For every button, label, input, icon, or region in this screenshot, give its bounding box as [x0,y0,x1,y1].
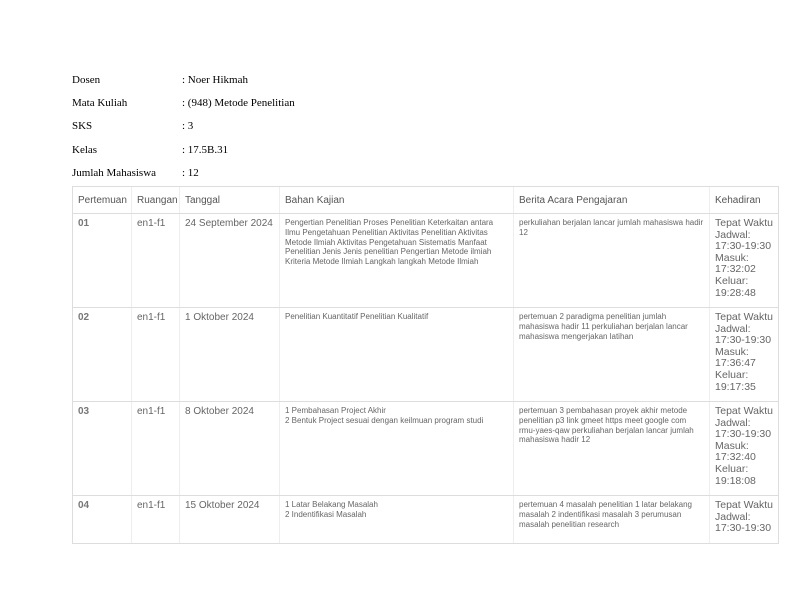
attendance-schedule: Jadwal: 17:30-19:30 [715,322,772,347]
header-tanggal: Tanggal [180,187,280,214]
cell-ruangan: en1-f1 [132,402,180,496]
info-label: Mata Kuliah [72,96,128,109]
cell-ruangan: en1-f1 [132,214,180,308]
info-value: : (948) Metode Penelitian [182,96,295,109]
cell-pertemuan: 04 [73,496,132,544]
attendance-table [72,186,779,544]
info-value: : 3 [182,120,194,133]
attendance-checkin: Masuk: 17:32:40 [715,439,756,464]
cell-tanggal: 1 Oktober 2024 [180,308,280,402]
bahan-line: 1 Pembahasan Project Akhir [285,406,386,415]
attendance-checkout: Keluar: 19:28:48 [715,274,756,299]
info-value: : 12 [182,166,199,179]
table-header-row [73,187,779,214]
table-row [73,496,779,544]
info-label: SKS [72,120,93,133]
info-value: : Noer Hikmah [182,73,248,86]
bahan-line: 2 Indentifikasi Masalah [285,509,367,519]
attendance-schedule: Jadwal: 17:30-19:30 [715,510,772,535]
info-row-kelas [72,138,295,161]
info-value: : 17.5B.31 [182,143,229,156]
cell-bahan-kajian: Pengertian Penelitian Proses Penelitian Keterkaitan antara Ilmu Pengetahuan Penelitian Aktivitas Penelitian Aktivitas Metode Ilmiah Aktivitas Pengetahuan Sistematis Manfaat Penelitian Jenis Jenis penelitian Pengertian Metode ilmiah Kriteria Metode Ilmiah Langkah langkah Metode Ilmiah [280,214,514,308]
cell-pertemuan: 01 [73,214,132,308]
attendance-checkin: Masuk: 17:36:47 [715,345,756,370]
attendance-status: Tepat Waktu [715,217,773,229]
info-row-dosen [72,68,295,91]
cell-kehadiran [710,308,779,402]
cell-kehadiran [710,214,779,308]
cell-berita-acara: perkuliahan berjalan lancar jumlah mahasiswa hadir 12 [514,214,710,308]
cell-tanggal: 15 Oktober 2024 [180,496,280,544]
info-row-sks [72,115,295,138]
header-bahan-kajian: Bahan Kajian [280,187,514,214]
header-ruangan: Ruangan [132,187,180,214]
table-row [73,402,779,496]
bahan-line: 2 Bentuk Project sesuai dengan keilmuan program studi [285,415,484,425]
info-row-mata-kuliah [72,91,295,114]
cell-berita-acara: pertemuan 4 masalah penelitian 1 latar belakang masalah 2 indentifikasi masalah 3 perumusan masalah penelitian research [514,496,710,544]
attendance-checkin: Masuk: 17:32:02 [715,251,756,276]
cell-tanggal: 24 September 2024 [180,214,280,308]
header-kehadiran: Kehadiran [710,187,779,214]
info-row-jumlah-mahasiswa [72,161,295,184]
attendance-status: Tepat Waktu [715,499,773,511]
cell-berita-acara: pertemuan 2 paradigma penelitian jumlah mahasiswa hadir 11 perkuliahan berjalan lancar mahasiswa mengerjakan latihan [514,308,710,402]
cell-kehadiran [710,496,779,544]
attendance-status: Tepat Waktu [715,311,773,323]
table-row [73,214,779,308]
attendance-schedule: Jadwal: 17:30-19:30 [715,416,772,441]
info-label: Kelas [72,143,98,156]
cell-pertemuan: 02 [73,308,132,402]
attendance-checkout: Keluar: 19:17:35 [715,368,756,393]
attendance-schedule: Jadwal: 17:30-19:30 [715,228,772,253]
table-row [73,308,779,402]
attendance-status: Tepat Waktu [715,405,773,417]
cell-berita-acara: pertemuan 3 pembahasan proyek akhir metode penelitian p3 link gmeet https meet google com rmu-yaes-qaw perkuliahan berjalan lancar jumlah mahasiswa hadir 12 [514,402,710,496]
cell-kehadiran [710,402,779,496]
cell-bahan-kajian [280,402,514,496]
course-info [72,68,295,184]
info-label: Dosen [72,73,101,86]
cell-bahan-kajian [280,496,514,544]
info-label: Jumlah Mahasiswa [72,166,157,179]
cell-tanggal: 8 Oktober 2024 [180,402,280,496]
header-pertemuan: Pertemuan [73,187,132,214]
attendance-checkout: Keluar: 19:18:08 [715,462,756,487]
cell-pertemuan: 03 [73,402,132,496]
cell-ruangan: en1-f1 [132,496,180,544]
bahan-line: 1 Latar Belakang Masalah [285,500,378,509]
header-berita-acara: Berita Acara Pengajaran [514,187,710,214]
cell-ruangan: en1-f1 [132,308,180,402]
cell-bahan-kajian: Penelitian Kuantitatif Penelitian Kualitatif [280,308,514,402]
